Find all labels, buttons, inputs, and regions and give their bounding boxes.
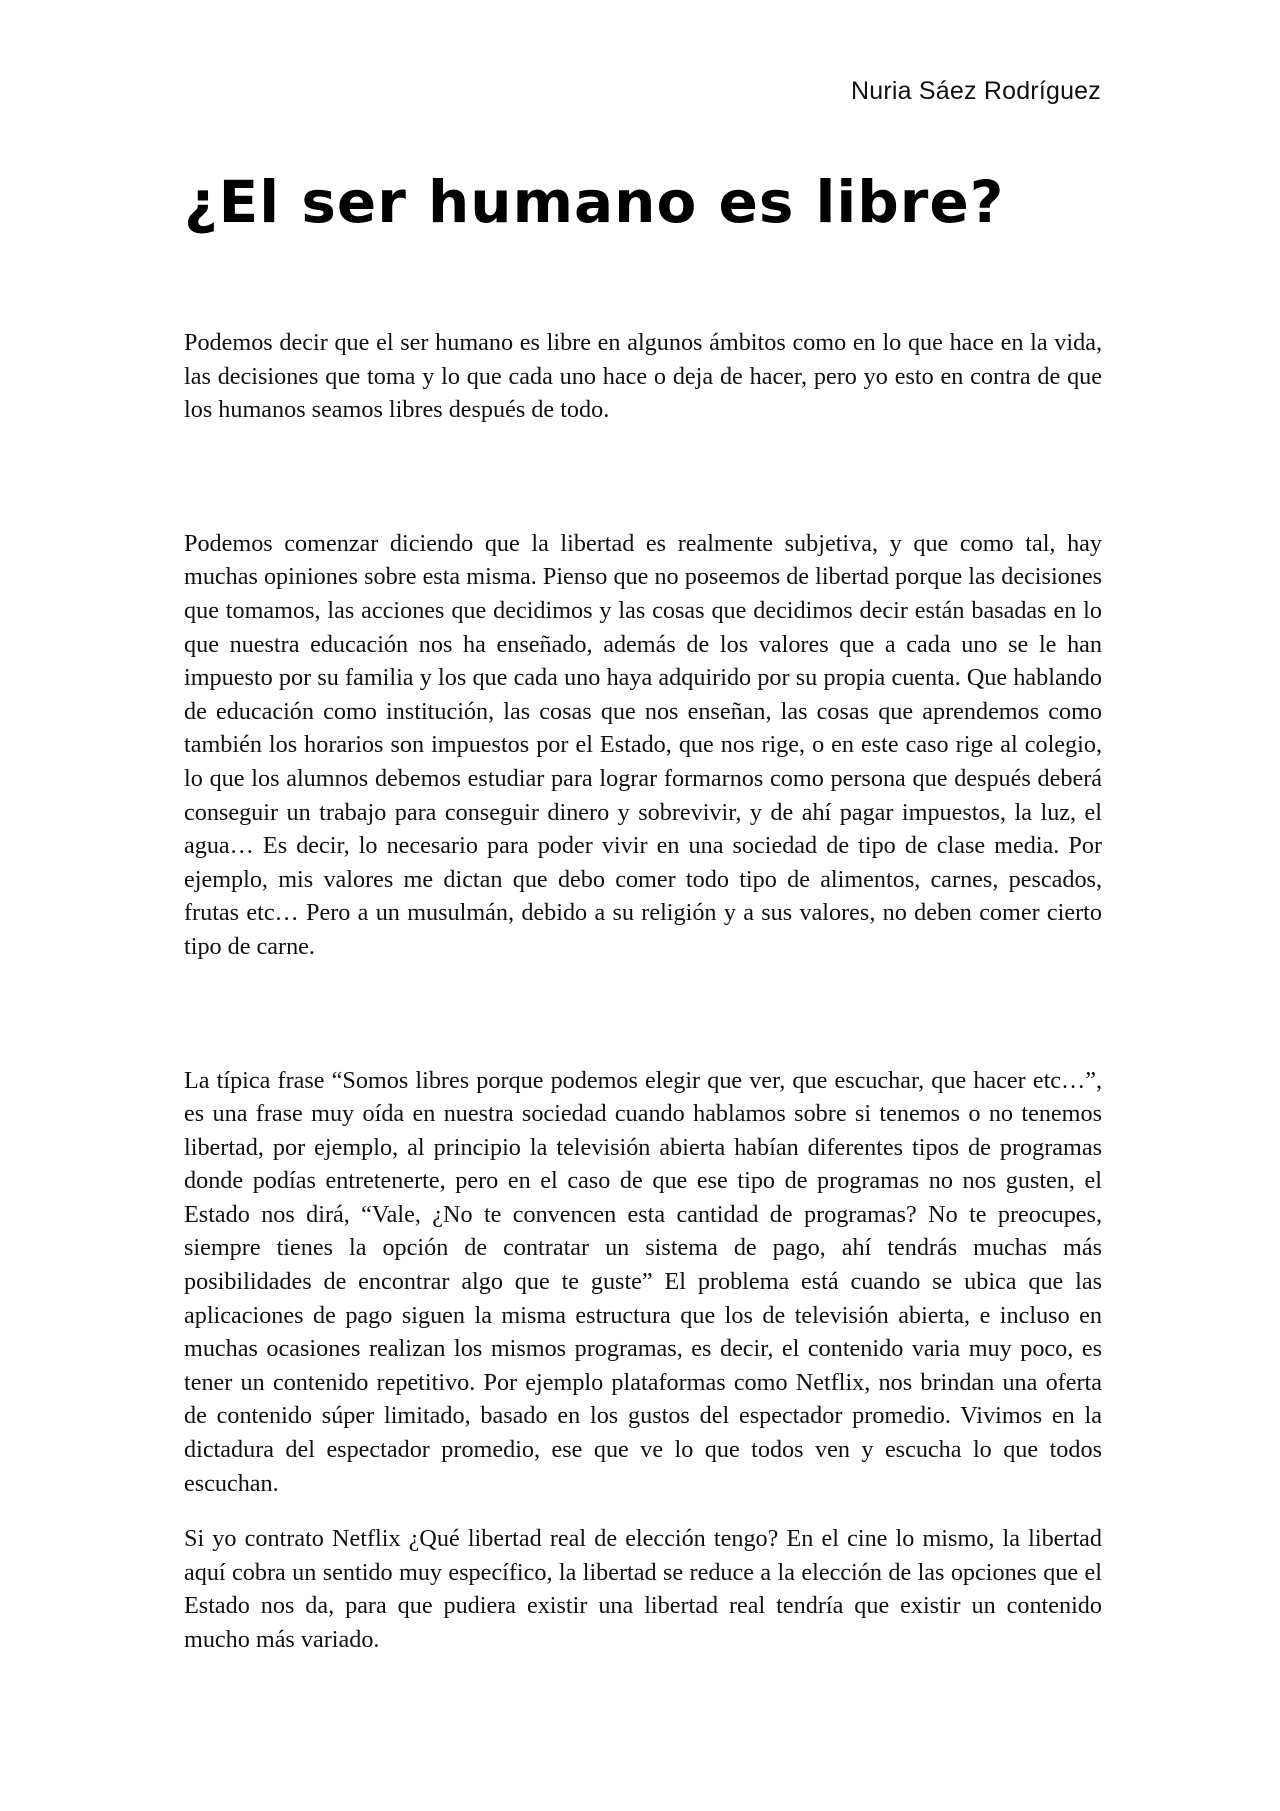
paragraph: La típica frase “Somos libres porque podemos elegir que ver, que escuchar, que hacer etc…”, es una frase muy oída en nuestra sociedad cuando hablamos sobre si tenemos o no tenemos libertad, por ejemplo, al principio la televisión abierta habían diferentes tipos de programas donde podías entretenerte, pero en el caso de que ese tipo de programas no nos gusten, el Estado nos dirá, “Vale, ¿No te convencen esta cantidad de programas? No te preocupes, siempre tienes la opción de contratar un sistema de pago, ahí tendrás muchas más posibilidades de encontrar algo que te guste” El problema está cuando se ubica que las aplicaciones de pago siguen la misma estructura que los de televisión abierta, e incluso en muchas ocasiones realizan los mismos programas, es decir, el contenido varia muy poco, es tener un contenido repetitivo. Por ejemplo plataformas como Netflix, nos brindan una oferta de contenido súper limitado, basado en los gustos del espectador promedio. Vivimos en la dictadura del espectador promedio, ese que ve lo que todos ven y escucha lo que todos escuchan. bbox=[184, 1066, 1102, 1497]
paragraph: Podemos decir que el ser humano es libre en algunos ámbitos como en lo que hace en la vida, las decisiones que toma y lo que cada uno hace o deja de hacer, pero yo esto en contra de que los humanos seamos libres después de todo. bbox=[184, 329, 1102, 424]
author-name: Nuria Sáez Rodríguez bbox=[851, 77, 1101, 105]
document-title: ¿El ser humano es libre? bbox=[184, 168, 1005, 236]
paragraph: Si yo contrato Netflix ¿Qué libertad real de elección tengo? En el cine lo mismo, la libertad aquí cobra un sentido muy específico, la libertad se reduce a la elección de las opciones que el Estado nos da, para que pudiera existir una libertad real tendría que existir un contenido mucho más variado. bbox=[184, 1525, 1102, 1653]
paragraph: Podemos comenzar diciendo que la libertad es realmente subjetiva, y que como tal, hay muchas opiniones sobre esta misma. Pienso que no poseemos de libertad porque las decisiones que tomamos, las acciones que decidimos y las cosas que decidimos decir están basadas en lo que nuestra educación nos ha enseñado, además de los valores que a cada uno se le han impuesto por su familia y los que cada uno haya adquirido por su propia cuenta. Que hablando de educación como institución, las cosas que nos enseñan, las cosas que aprendemos como también los horarios son impuestos por el Estado, que nos rige, o en este caso rige al colegio, lo que los alumnos debemos estudiar para lograr formarnos como persona que después deberá conseguir un trabajo para conseguir dinero y sobrevivir, y de ahí pagar impuestos, la luz, el agua… Es decir, lo necesario para poder vivir en una sociedad de tipo de clase media. Por ejemplo, mis valores me dictan que debo comer todo tipo de alimentos, carnes, pescados, frutas etc… Pero a un musulmán, debido a su religión y a sus valores, no deben comer cierto tipo de carne. bbox=[184, 529, 1102, 960]
document-body bbox=[184, 326, 1102, 1657]
